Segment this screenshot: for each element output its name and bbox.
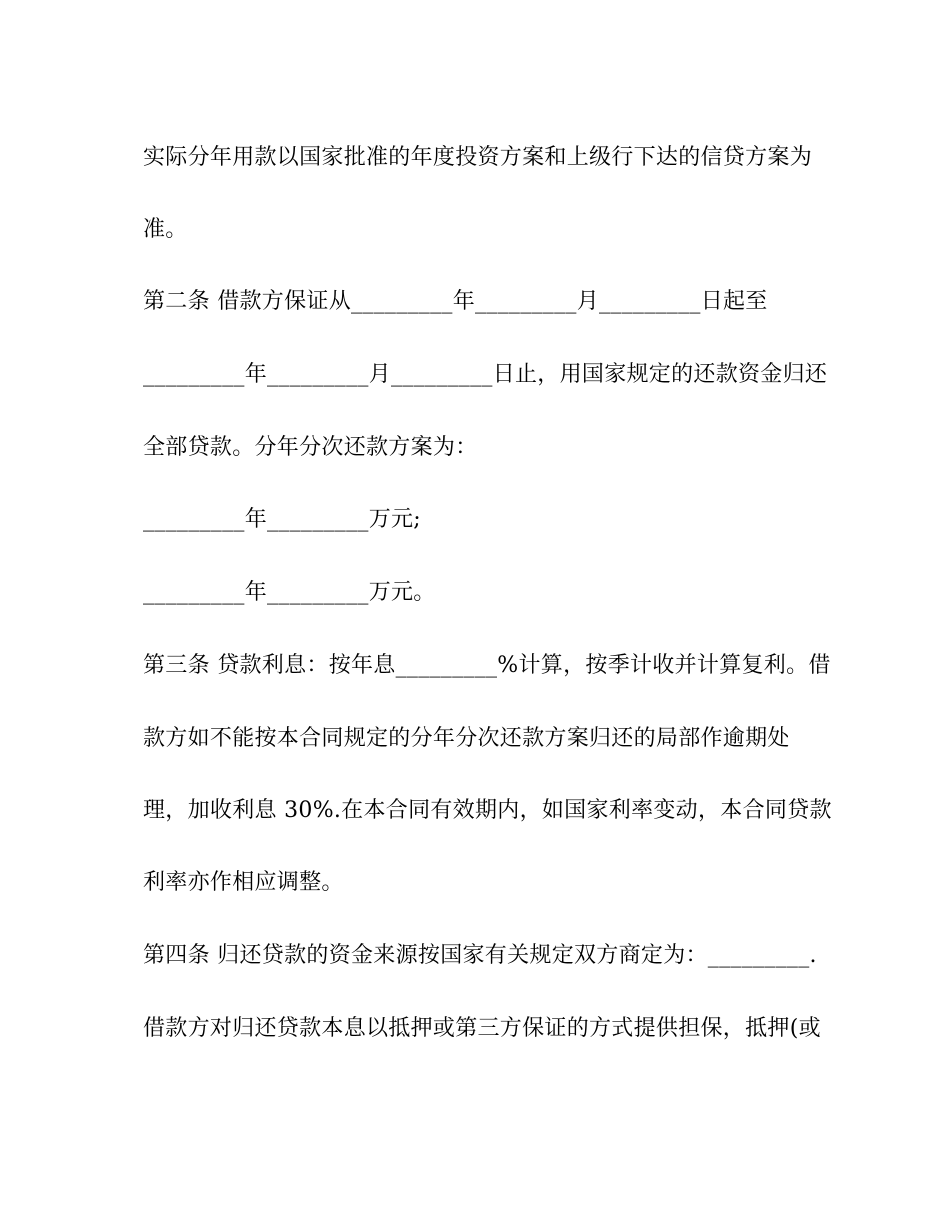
text-line: _________年_________月_________日止，用国家规定的还款资金归还 (143, 362, 828, 387)
text-line: 全部贷款。分年分次还款方案为： (143, 435, 478, 460)
text-line: 准。 (143, 217, 188, 242)
text-line: 实际分年用款以国家批准的年度投资方案和上级行下达的信贷方案为 (143, 145, 813, 170)
text-line: 第三条 贷款利息：按年息_________%计算，按季计收并计算复利。借 (143, 653, 831, 678)
text-line: 款方如不能按本合同规定的分年分次还款方案归还的局部作逾期处 (143, 726, 790, 751)
text-line: 第二条 借款方保证从_________年_________月_________日起至 (143, 289, 768, 314)
text-line: _________年_________万元。 (143, 580, 436, 605)
text-line: 利率亦作相应调整。 (143, 870, 344, 895)
text-line: _________年_________万元; (143, 507, 422, 532)
text-line: 借款方对归还贷款本息以抵押或第三方保证的方式提供担保，抵押(或 (143, 1016, 821, 1041)
text-line: 第四条 归还贷款的资金来源按国家有关规定双方商定为：_________. (143, 943, 817, 968)
text-line: 理，加收利息 30%.在本合同有效期内，如国家利率变动，本合同贷款 (143, 798, 832, 823)
